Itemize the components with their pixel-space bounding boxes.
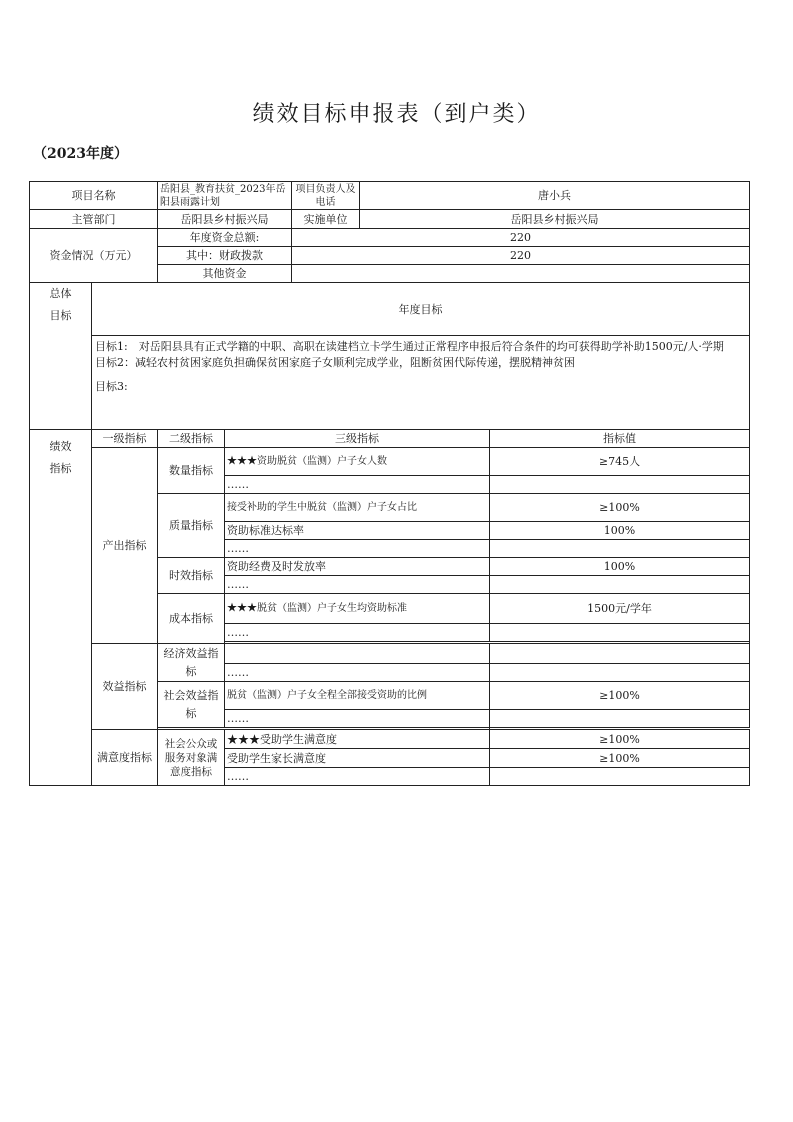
goals-side-label: 总体目标 [30,283,92,430]
header-level3: 三级指标 [225,430,490,448]
row-goals-header [30,283,750,336]
dept-value: 岳阳县乡村振兴局 [158,210,292,229]
goal-3: 目标3: [95,380,128,393]
quality-item-2: 资助标准达标率 [225,522,490,540]
satisfaction-item-placeholder: …… [225,768,490,786]
funds-total-label: 年度资金总额: [158,229,292,247]
quality-item-placeholder: …… [225,540,490,558]
project-owner-label: 项目负责人及电话 [292,182,360,210]
project-name-value: 岳阳县_教育扶贫_2023年岳阳县雨露计划 [158,182,292,210]
benefit-indicator-label: 效益指标 [92,644,158,730]
goals-header: 年度目标 [92,283,750,336]
satisfaction-item-1: ★★★受助学生满意度 [225,730,490,749]
quality-item-2-value: 100% [490,522,750,540]
economic-indicator-label: 经济效益指标 [158,644,225,682]
funds-fiscal-label: 其中：财政拨款 [158,247,292,265]
quality-item-placeholder-value [490,540,750,558]
cost-item-placeholder: …… [225,624,490,642]
indicators-side-label: 绩效指标 [30,430,92,786]
economic-item-placeholder-value [490,664,750,682]
unit-value: 岳阳县乡村振兴局 [360,210,750,229]
timeliness-item-1: 资助经费及时发放率 [225,558,490,576]
table-row [30,644,750,664]
satisfaction-item-2: 受助学生家长满意度 [225,749,490,768]
row-goals-content [30,336,750,430]
social-indicator-label: 社会效益指标 [158,682,225,728]
header-value: 指标值 [490,430,750,448]
funds-total-value: 220 [292,229,750,247]
quantity-item-1: ★★★资助脱贫（监测）户子女人数 [225,448,490,476]
row-dept [30,210,750,229]
quality-item-1-value: ≥100% [490,494,750,522]
quantity-item-1-value: ≥745人 [490,448,750,476]
quantity-item-placeholder: …… [225,476,490,494]
satisfaction-item-1-value: ≥100% [490,730,750,749]
output-indicator-label: 产出指标 [92,448,158,644]
timeliness-item-1-value: 100% [490,558,750,576]
header-level1: 一级指标 [92,430,158,448]
project-owner-value: 唐小兵 [360,182,750,210]
table-row [30,448,750,476]
project-name-label: 项目名称 [30,182,158,210]
funds-label: 资金情况（万元） [30,229,158,283]
year-label: （2023年度） [33,146,128,162]
satisfaction-item-2-value: ≥100% [490,749,750,768]
quality-item-1: 接受补助的学生中脱贫（监测）户子女占比 [225,494,490,522]
satisfaction-sub-label: 社会公众或服务对象满意度指标 [158,730,225,786]
row-funds-total [30,229,750,247]
social-item-1: 脱贫（监测）户子女全程全部接受资助的比例 [225,682,490,710]
satisfaction-indicator-label: 满意度指标 [92,730,158,786]
funds-other-label: 其他资金 [158,265,292,283]
funds-fiscal-value: 220 [292,247,750,265]
row-project-name [30,182,750,210]
social-item-placeholder-value [490,710,750,728]
economic-item-blank-value [490,644,750,664]
header-level2: 二级指标 [158,430,225,448]
timeliness-item-placeholder-value [490,576,750,594]
cost-item-1-value: 1500元/学年 [490,594,750,624]
quality-indicator-label: 质量指标 [158,494,225,558]
performance-table [29,181,750,786]
unit-label: 实施单位 [292,210,360,229]
table-row [30,730,750,749]
social-item-1-value: ≥100% [490,682,750,710]
cost-item-placeholder-value [490,624,750,642]
goal-1: 目标1: 对岳阳县具有正式学籍的中职、高职在读建档立卡学生通过正常程序申报后符合条件的均可获得助学补助1500元/人·学期 [95,340,724,353]
goals-content [92,336,750,430]
economic-item-blank [225,644,490,664]
timeliness-item-placeholder: …… [225,576,490,594]
quantity-indicator-label: 数量指标 [158,448,225,494]
cost-indicator-label: 成本指标 [158,594,225,644]
funds-other-value [292,265,750,283]
goal-2: 目标2：减轻农村贫困家庭负担确保贫困家庭子女顺利完成学业，阻断贫困代际传递，摆脱精神贫困 [95,356,575,369]
satisfaction-item-placeholder-value [490,768,750,786]
quantity-item-placeholder-value [490,476,750,494]
cost-item-1: ★★★脱贫（监测）户子女生均资助标准 [225,594,490,624]
dept-label: 主管部门 [30,210,158,229]
economic-item-placeholder: …… [225,664,490,682]
social-item-placeholder: …… [225,710,490,728]
page-title: 绩效目标申报表（到户类） [252,102,541,127]
timeliness-indicator-label: 时效指标 [158,558,225,594]
row-indicator-header [30,430,750,448]
